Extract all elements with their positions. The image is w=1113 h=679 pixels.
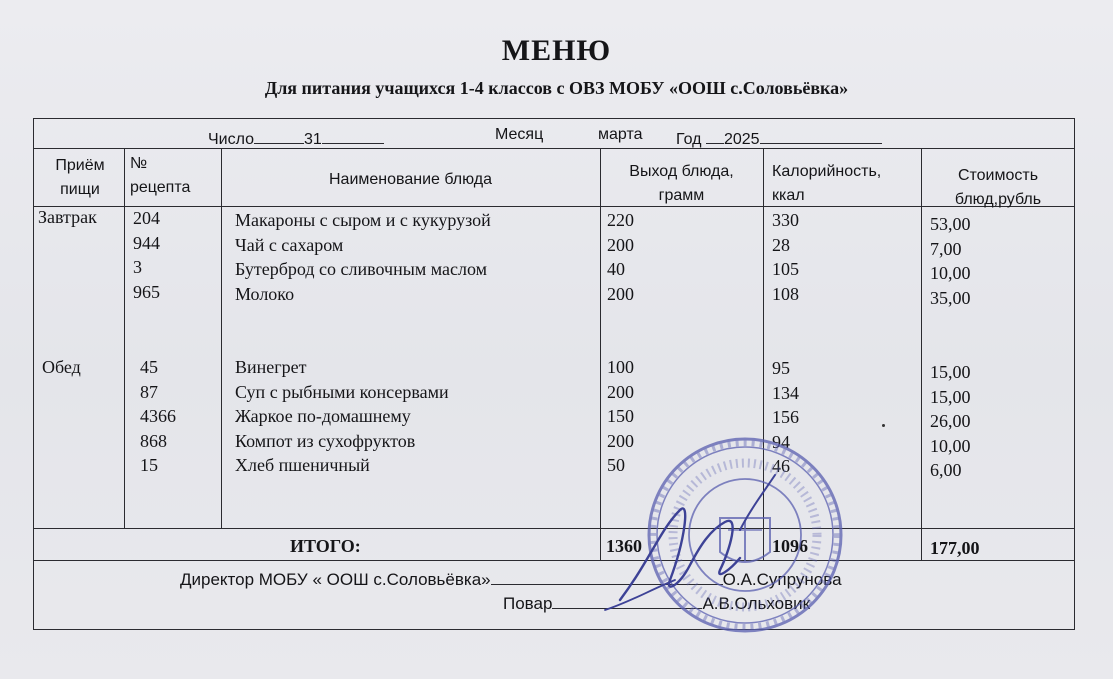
rule-header-row xyxy=(33,206,1075,207)
table-cell-recipe: 944 xyxy=(133,232,160,253)
table-cell-dish: Макароны с сыром и с кукурузой xyxy=(235,210,491,230)
col-header-calories-line2: ккал xyxy=(772,187,805,204)
breakfast-grams xyxy=(607,208,634,306)
day-blank-2 xyxy=(322,127,384,144)
rule-total-row xyxy=(33,560,1075,561)
menu-title: МЕНЮ xyxy=(501,34,612,67)
day-label: Число xyxy=(208,131,255,148)
rule-col-meal xyxy=(124,148,125,528)
meal-name-breakfast: Завтрак xyxy=(38,207,97,227)
lunch-cost xyxy=(930,360,971,483)
col-header-yield-line2: грамм xyxy=(658,187,705,204)
table-cell-recipe: 4366 xyxy=(140,406,176,426)
table-cell-grams: 40 xyxy=(607,259,625,279)
lunch-grams xyxy=(607,355,634,478)
col-header-recipe xyxy=(130,152,190,200)
totals-grams: 1360 xyxy=(606,536,642,556)
ink-speck xyxy=(882,424,885,427)
totals-kcal: 1096 xyxy=(772,536,808,556)
director-name: О.А.Супрунова xyxy=(722,570,842,589)
table-cell-cost: 26,00 xyxy=(930,411,971,431)
day-blank xyxy=(254,127,304,144)
cook-line xyxy=(503,592,810,612)
table-cell-dish: Хлеб пшеничный xyxy=(235,455,370,475)
menu-subtitle: Для питания учащихся 1-4 классов с ОВЗ МОБУ «ООШ с.Соловьёвка» xyxy=(264,78,849,98)
col-header-yield-line1: Выход блюда, xyxy=(629,163,734,180)
col-header-meal xyxy=(40,154,120,202)
director-signature-blank xyxy=(491,568,723,585)
col-header-meal-line1: Приём xyxy=(55,157,105,174)
table-cell-grams: 150 xyxy=(607,406,634,426)
table-cell-dish: Чай с сахаром xyxy=(235,234,344,255)
table-cell-dish: Компот из сухофруктов xyxy=(235,430,416,451)
year-group xyxy=(676,127,882,148)
col-header-recipe-line1: № xyxy=(130,155,148,172)
table-cell-grams: 220 xyxy=(607,210,634,230)
cook-name: А.В.Ольховик xyxy=(702,594,811,613)
table-cell-cost: 6,00 xyxy=(930,460,962,480)
table-cell-cost: 35,00 xyxy=(930,287,971,308)
col-header-calories xyxy=(772,160,881,208)
table-cell-kcal: 156 xyxy=(772,407,799,427)
breakfast-cost xyxy=(930,212,971,310)
col-header-cost-line2: блюд,рубль xyxy=(954,191,1042,208)
table-cell-grams: 200 xyxy=(607,283,634,304)
table-cell-kcal: 108 xyxy=(772,283,799,304)
table-cell-dish: Винегрет xyxy=(235,357,307,377)
totals-cost: 177,00 xyxy=(930,538,980,558)
breakfast-recipes xyxy=(133,206,160,304)
col-header-recipe-line2: рецепта xyxy=(130,179,191,196)
table-cell-dish: Суп с рыбными консервами xyxy=(235,381,449,402)
col-header-dish: Наименование блюда xyxy=(328,171,493,188)
table-cell-kcal: 94 xyxy=(772,431,790,452)
table-cell-kcal: 46 xyxy=(772,456,790,476)
table-cell-grams: 50 xyxy=(607,455,625,475)
table-cell-recipe: 204 xyxy=(133,208,160,228)
table-cell-dish: Молоко xyxy=(235,283,295,304)
table-cell-kcal: 330 xyxy=(772,210,799,230)
meal-name-lunch: Обед xyxy=(42,357,81,377)
director-label: Директор МОБУ « ООШ с.Соловьёвка» xyxy=(180,570,491,589)
col-header-meal-line2: пищи xyxy=(60,181,100,198)
breakfast-kcal xyxy=(772,208,799,306)
breakfast-dishes xyxy=(235,208,491,306)
year-blank-2 xyxy=(760,127,882,144)
rule-col-recipe xyxy=(221,148,222,528)
cook-label: Повар xyxy=(503,594,553,613)
rule-col-yield xyxy=(763,148,764,560)
table-cell-kcal: 95 xyxy=(772,358,790,378)
col-header-yield xyxy=(600,160,763,208)
table-cell-grams: 200 xyxy=(607,430,634,451)
director-line xyxy=(180,568,842,588)
table-cell-cost: 15,00 xyxy=(930,386,971,407)
month-label: Месяц xyxy=(495,126,544,143)
table-cell-cost: 10,00 xyxy=(930,263,971,283)
lunch-dishes xyxy=(235,355,449,478)
table-cell-kcal: 134 xyxy=(772,382,799,403)
table-cell-cost: 10,00 xyxy=(930,435,971,456)
day-value: 31 xyxy=(304,131,322,148)
rule-body-end xyxy=(33,528,1075,529)
table-cell-recipe: 45 xyxy=(140,357,158,377)
month-value: марта xyxy=(598,126,643,143)
rule-col-dish xyxy=(600,148,601,560)
totals-label: ИТОГО: xyxy=(290,536,361,556)
table-cell-kcal: 105 xyxy=(772,259,799,279)
date-row xyxy=(208,127,384,148)
year-label: Год xyxy=(676,131,702,148)
table-cell-dish: Жаркое по-домашнему xyxy=(235,406,411,426)
table-cell-recipe: 868 xyxy=(140,430,167,451)
year-value: 2025 xyxy=(723,131,760,148)
lunch-recipes xyxy=(140,355,176,478)
table-cell-dish: Бутерброд со сливочным маслом xyxy=(235,259,487,279)
col-header-cost-line1: Стоимость xyxy=(957,167,1039,184)
table-cell-recipe: 87 xyxy=(140,381,158,402)
lunch-kcal xyxy=(772,356,799,479)
rule-date-row xyxy=(33,148,1075,149)
col-header-cost xyxy=(921,164,1075,212)
table-cell-cost: 15,00 xyxy=(930,362,971,382)
table-cell-recipe: 15 xyxy=(140,455,158,475)
table-cell-recipe: 3 xyxy=(133,257,142,277)
table-cell-grams: 100 xyxy=(607,357,634,377)
table-cell-grams: 200 xyxy=(607,381,634,402)
cook-signature-blank xyxy=(552,592,702,609)
table-cell-cost: 53,00 xyxy=(930,214,971,234)
col-header-calories-line1: Калорийность, xyxy=(772,163,882,180)
table-cell-grams: 200 xyxy=(607,234,634,255)
table-cell-kcal: 28 xyxy=(772,234,790,255)
year-blank xyxy=(706,127,724,144)
table-cell-cost: 7,00 xyxy=(930,238,962,259)
table-cell-recipe: 965 xyxy=(133,281,160,302)
